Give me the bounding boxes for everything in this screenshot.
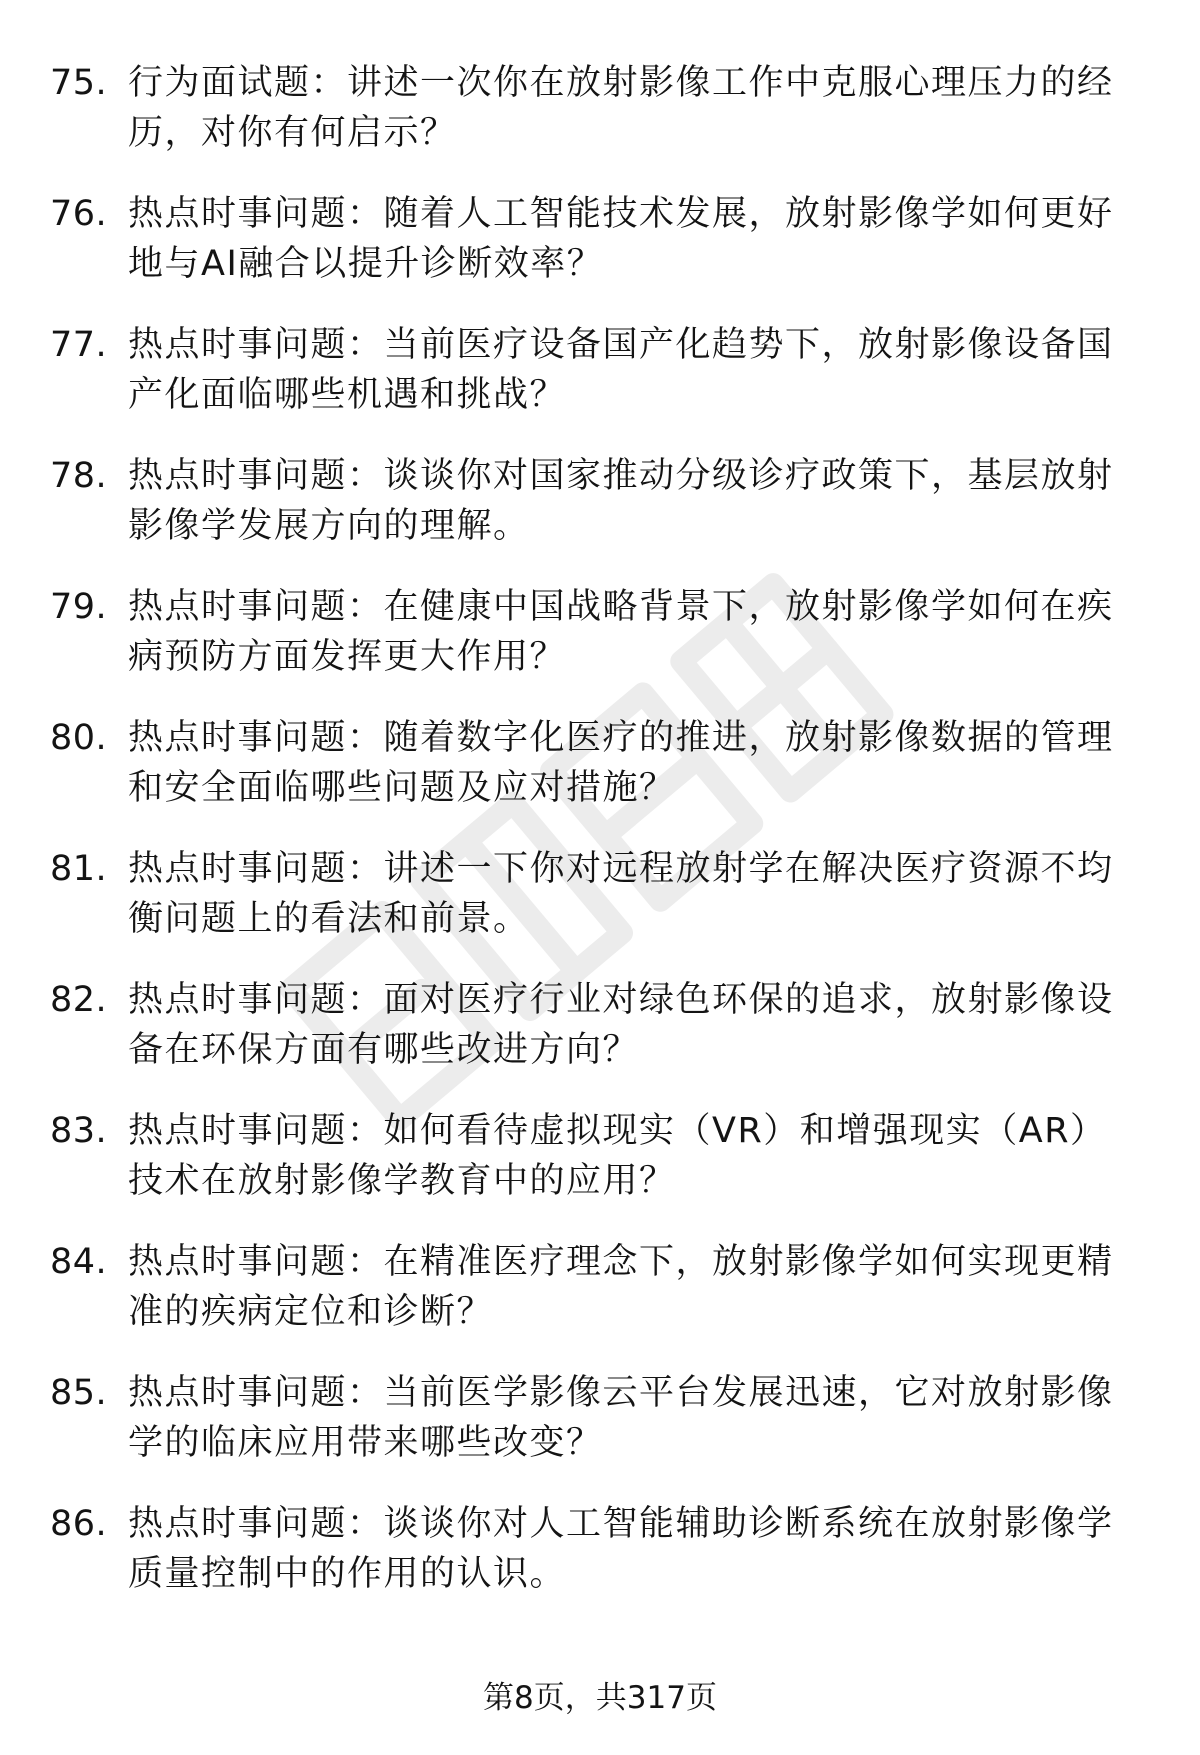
question-number: 76. xyxy=(50,194,108,234)
page-number-footer: 第8页，共317页 xyxy=(483,1680,717,1716)
list-item xyxy=(0,975,1200,1106)
list-item xyxy=(0,189,1200,320)
question-text: 热点时事问题：在精准医疗理念下，放射影像学如何实现更精准的疾病定位和诊断？ xyxy=(128,1242,1114,1332)
question-number: 77. xyxy=(50,325,108,365)
question-number: 84. xyxy=(50,1242,108,1282)
question-text: 热点时事问题：讲述一下你对远程放射学在解决医疗资源不均衡问题上的看法和前景。 xyxy=(128,849,1114,939)
question-text: 热点时事问题：谈谈你对国家推动分级诊疗政策下，基层放射影像学发展方向的理解。 xyxy=(128,456,1114,546)
question-number: 86. xyxy=(50,1504,108,1544)
question-text: 热点时事问题：谈谈你对人工智能辅助诊断系统在放射影像学质量控制中的作用的认识。 xyxy=(128,1504,1114,1594)
question-number: 83. xyxy=(50,1111,108,1151)
question-number: 80. xyxy=(50,718,108,758)
question-list xyxy=(0,58,1200,1630)
list-item xyxy=(0,451,1200,582)
question-text: 热点时事问题：当前医疗设备国产化趋势下，放射影像设备国产化面临哪些机遇和挑战？ xyxy=(128,325,1114,415)
question-number: 79. xyxy=(50,587,108,627)
question-text: 热点时事问题：面对医疗行业对绿色环保的追求，放射影像设备在环保方面有哪些改进方向？ xyxy=(128,980,1114,1070)
list-item xyxy=(0,58,1200,189)
list-item xyxy=(0,1106,1200,1237)
question-text: 热点时事问题：当前医学影像云平台发展迅速，它对放射影像学的临床应用带来哪些改变？ xyxy=(128,1373,1114,1463)
question-text: 行为面试题：讲述一次你在放射影像工作中克服心理压力的经历，对你有何启示？ xyxy=(128,63,1114,153)
question-text: 热点时事问题：随着人工智能技术发展，放射影像学如何更好地与AI融合以提升诊断效率？ xyxy=(128,194,1114,284)
question-number: 81. xyxy=(50,849,108,889)
list-item xyxy=(0,320,1200,451)
question-number: 75. xyxy=(50,63,108,103)
question-number: 82. xyxy=(50,980,108,1020)
question-number: 78. xyxy=(50,456,108,496)
question-text: 热点时事问题：在健康中国战略背景下，放射影像学如何在疾病预防方面发挥更大作用？ xyxy=(128,587,1114,677)
list-item xyxy=(0,582,1200,713)
question-number: 85. xyxy=(50,1373,108,1413)
list-item xyxy=(0,1368,1200,1499)
question-text: 热点时事问题：如何看待虚拟现实（VR）和增强现实（AR）技术在放射影像学教育中的应用？ xyxy=(128,1111,1107,1201)
list-item xyxy=(0,1499,1200,1630)
list-item xyxy=(0,713,1200,844)
list-item xyxy=(0,844,1200,975)
question-text: 热点时事问题：随着数字化医疗的推进，放射影像数据的管理和安全面临哪些问题及应对措施？ xyxy=(128,718,1114,808)
list-item xyxy=(0,1237,1200,1368)
